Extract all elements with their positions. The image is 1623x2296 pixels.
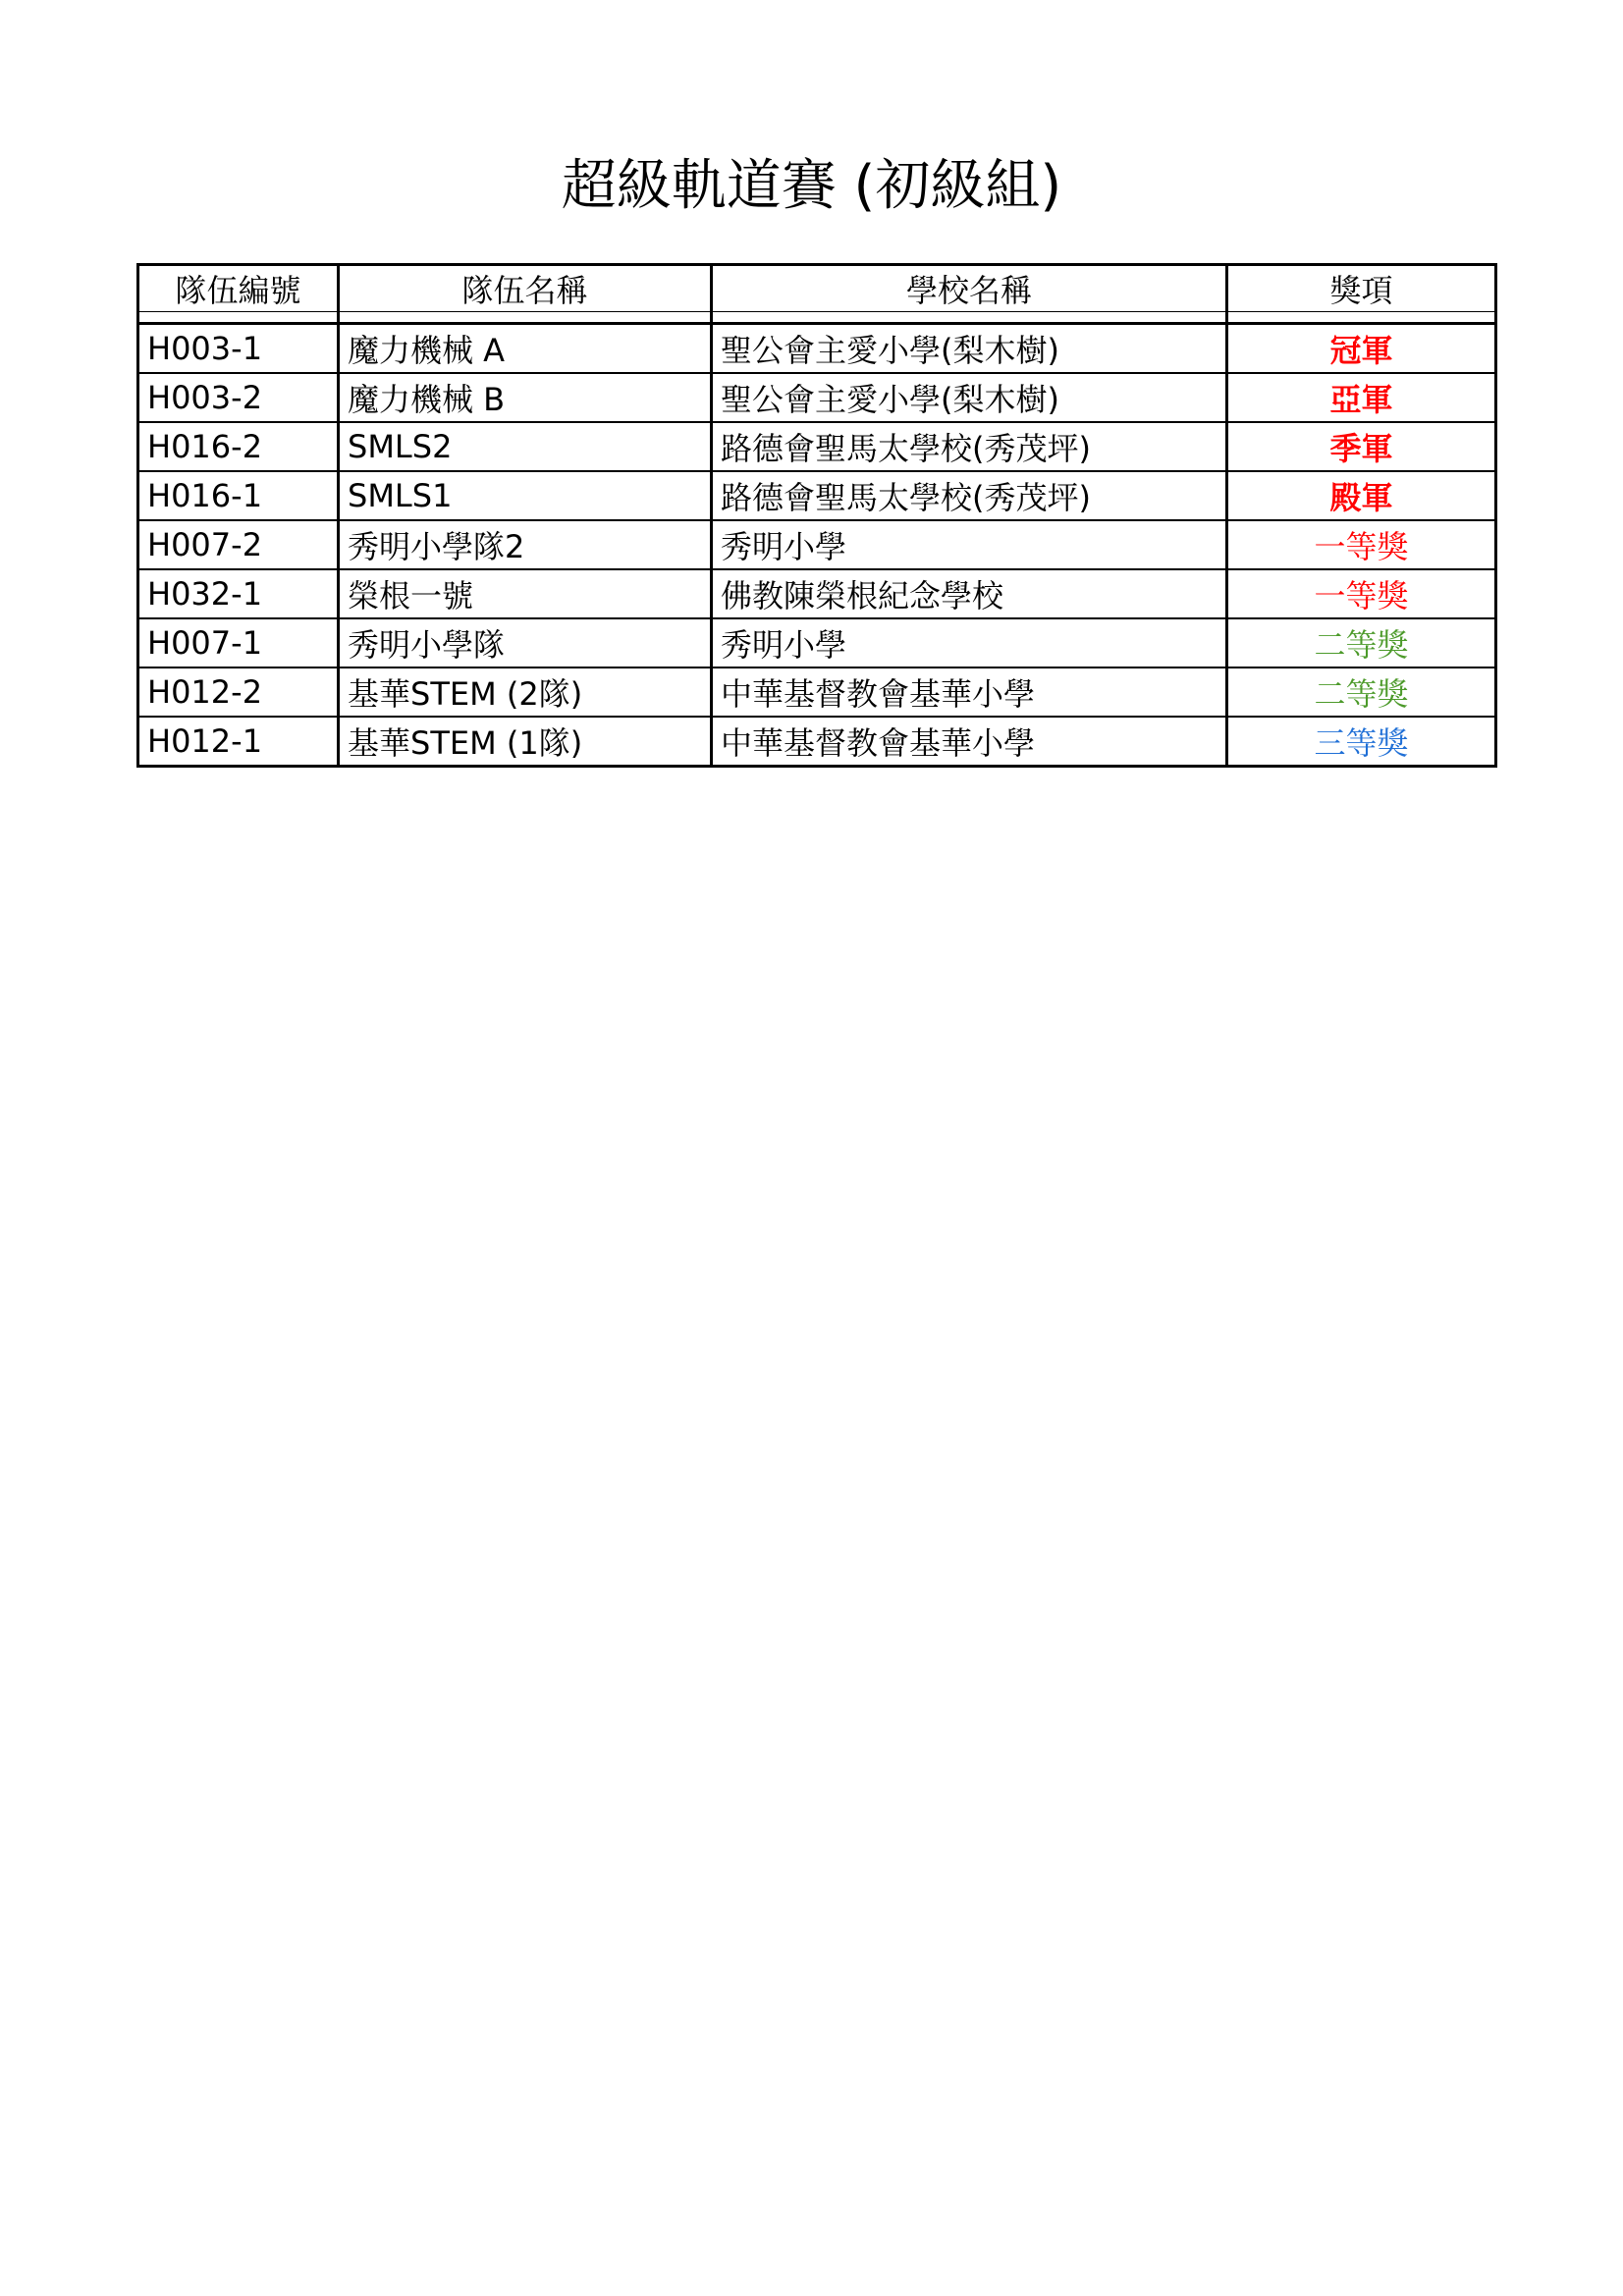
cell-school-name: 佛教陳榮根紀念學校: [712, 569, 1227, 618]
cell-team-id: H012-1: [138, 717, 339, 767]
header-team-id: 隊伍編號: [138, 265, 339, 312]
table-row: [138, 373, 1496, 422]
cell-award: 二等獎: [1227, 667, 1496, 717]
table-row: [138, 422, 1496, 471]
cell-team-id: H003-1: [138, 324, 339, 374]
table-row: [138, 667, 1496, 717]
table-row: [138, 324, 1496, 374]
cell-school-name: 中華基督教會基華小學: [712, 667, 1227, 717]
table-row: [138, 520, 1496, 569]
cell-school-name: 聖公會主愛小學(梨木樹): [712, 373, 1227, 422]
cell-team-name: SMLS2: [339, 422, 712, 471]
cell-team-id: H016-2: [138, 422, 339, 471]
cell-school-name: 路德會聖馬太學校(秀茂坪): [712, 422, 1227, 471]
cell-team-id: H007-2: [138, 520, 339, 569]
cell-school-name: 中華基督教會基華小學: [712, 717, 1227, 767]
cell-school-name: 聖公會主愛小學(梨木樹): [712, 324, 1227, 374]
results-table: [136, 263, 1497, 768]
cell-award: 殿軍: [1227, 471, 1496, 520]
cell-team-name: 基華STEM (1隊): [339, 717, 712, 767]
cell-team-name: 榮根一號: [339, 569, 712, 618]
cell-team-name: 基華STEM (2隊): [339, 667, 712, 717]
table-body: [138, 312, 1496, 767]
header-spacer-row: [138, 312, 1496, 324]
cell-team-name: SMLS1: [339, 471, 712, 520]
table-row: [138, 717, 1496, 767]
table-row: [138, 471, 1496, 520]
cell-award: 季軍: [1227, 422, 1496, 471]
cell-team-id: H016-1: [138, 471, 339, 520]
cell-team-name: 秀明小學隊2: [339, 520, 712, 569]
cell-award: 冠軍: [1227, 324, 1496, 374]
header-school-name: 學校名稱: [712, 265, 1227, 312]
cell-school-name: 路德會聖馬太學校(秀茂坪): [712, 471, 1227, 520]
table-header-row: [138, 265, 1496, 312]
cell-team-id: H003-2: [138, 373, 339, 422]
cell-team-id: H012-2: [138, 667, 339, 717]
cell-school-name: 秀明小學: [712, 618, 1227, 667]
cell-award: 亞軍: [1227, 373, 1496, 422]
header-award: 獎項: [1227, 265, 1496, 312]
page-title: 超級軌道賽 (初級組): [561, 154, 1062, 218]
cell-team-id: H032-1: [138, 569, 339, 618]
cell-team-name: 魔力機械 A: [339, 324, 712, 374]
cell-award: 二等獎: [1227, 618, 1496, 667]
table-row: [138, 618, 1496, 667]
cell-school-name: 秀明小學: [712, 520, 1227, 569]
cell-award: 一等獎: [1227, 569, 1496, 618]
cell-award: 三等獎: [1227, 717, 1496, 767]
cell-award: 一等獎: [1227, 520, 1496, 569]
cell-team-id: H007-1: [138, 618, 339, 667]
table-row: [138, 569, 1496, 618]
cell-team-name: 秀明小學隊: [339, 618, 712, 667]
cell-team-name: 魔力機械 B: [339, 373, 712, 422]
header-team-name: 隊伍名稱: [339, 265, 712, 312]
